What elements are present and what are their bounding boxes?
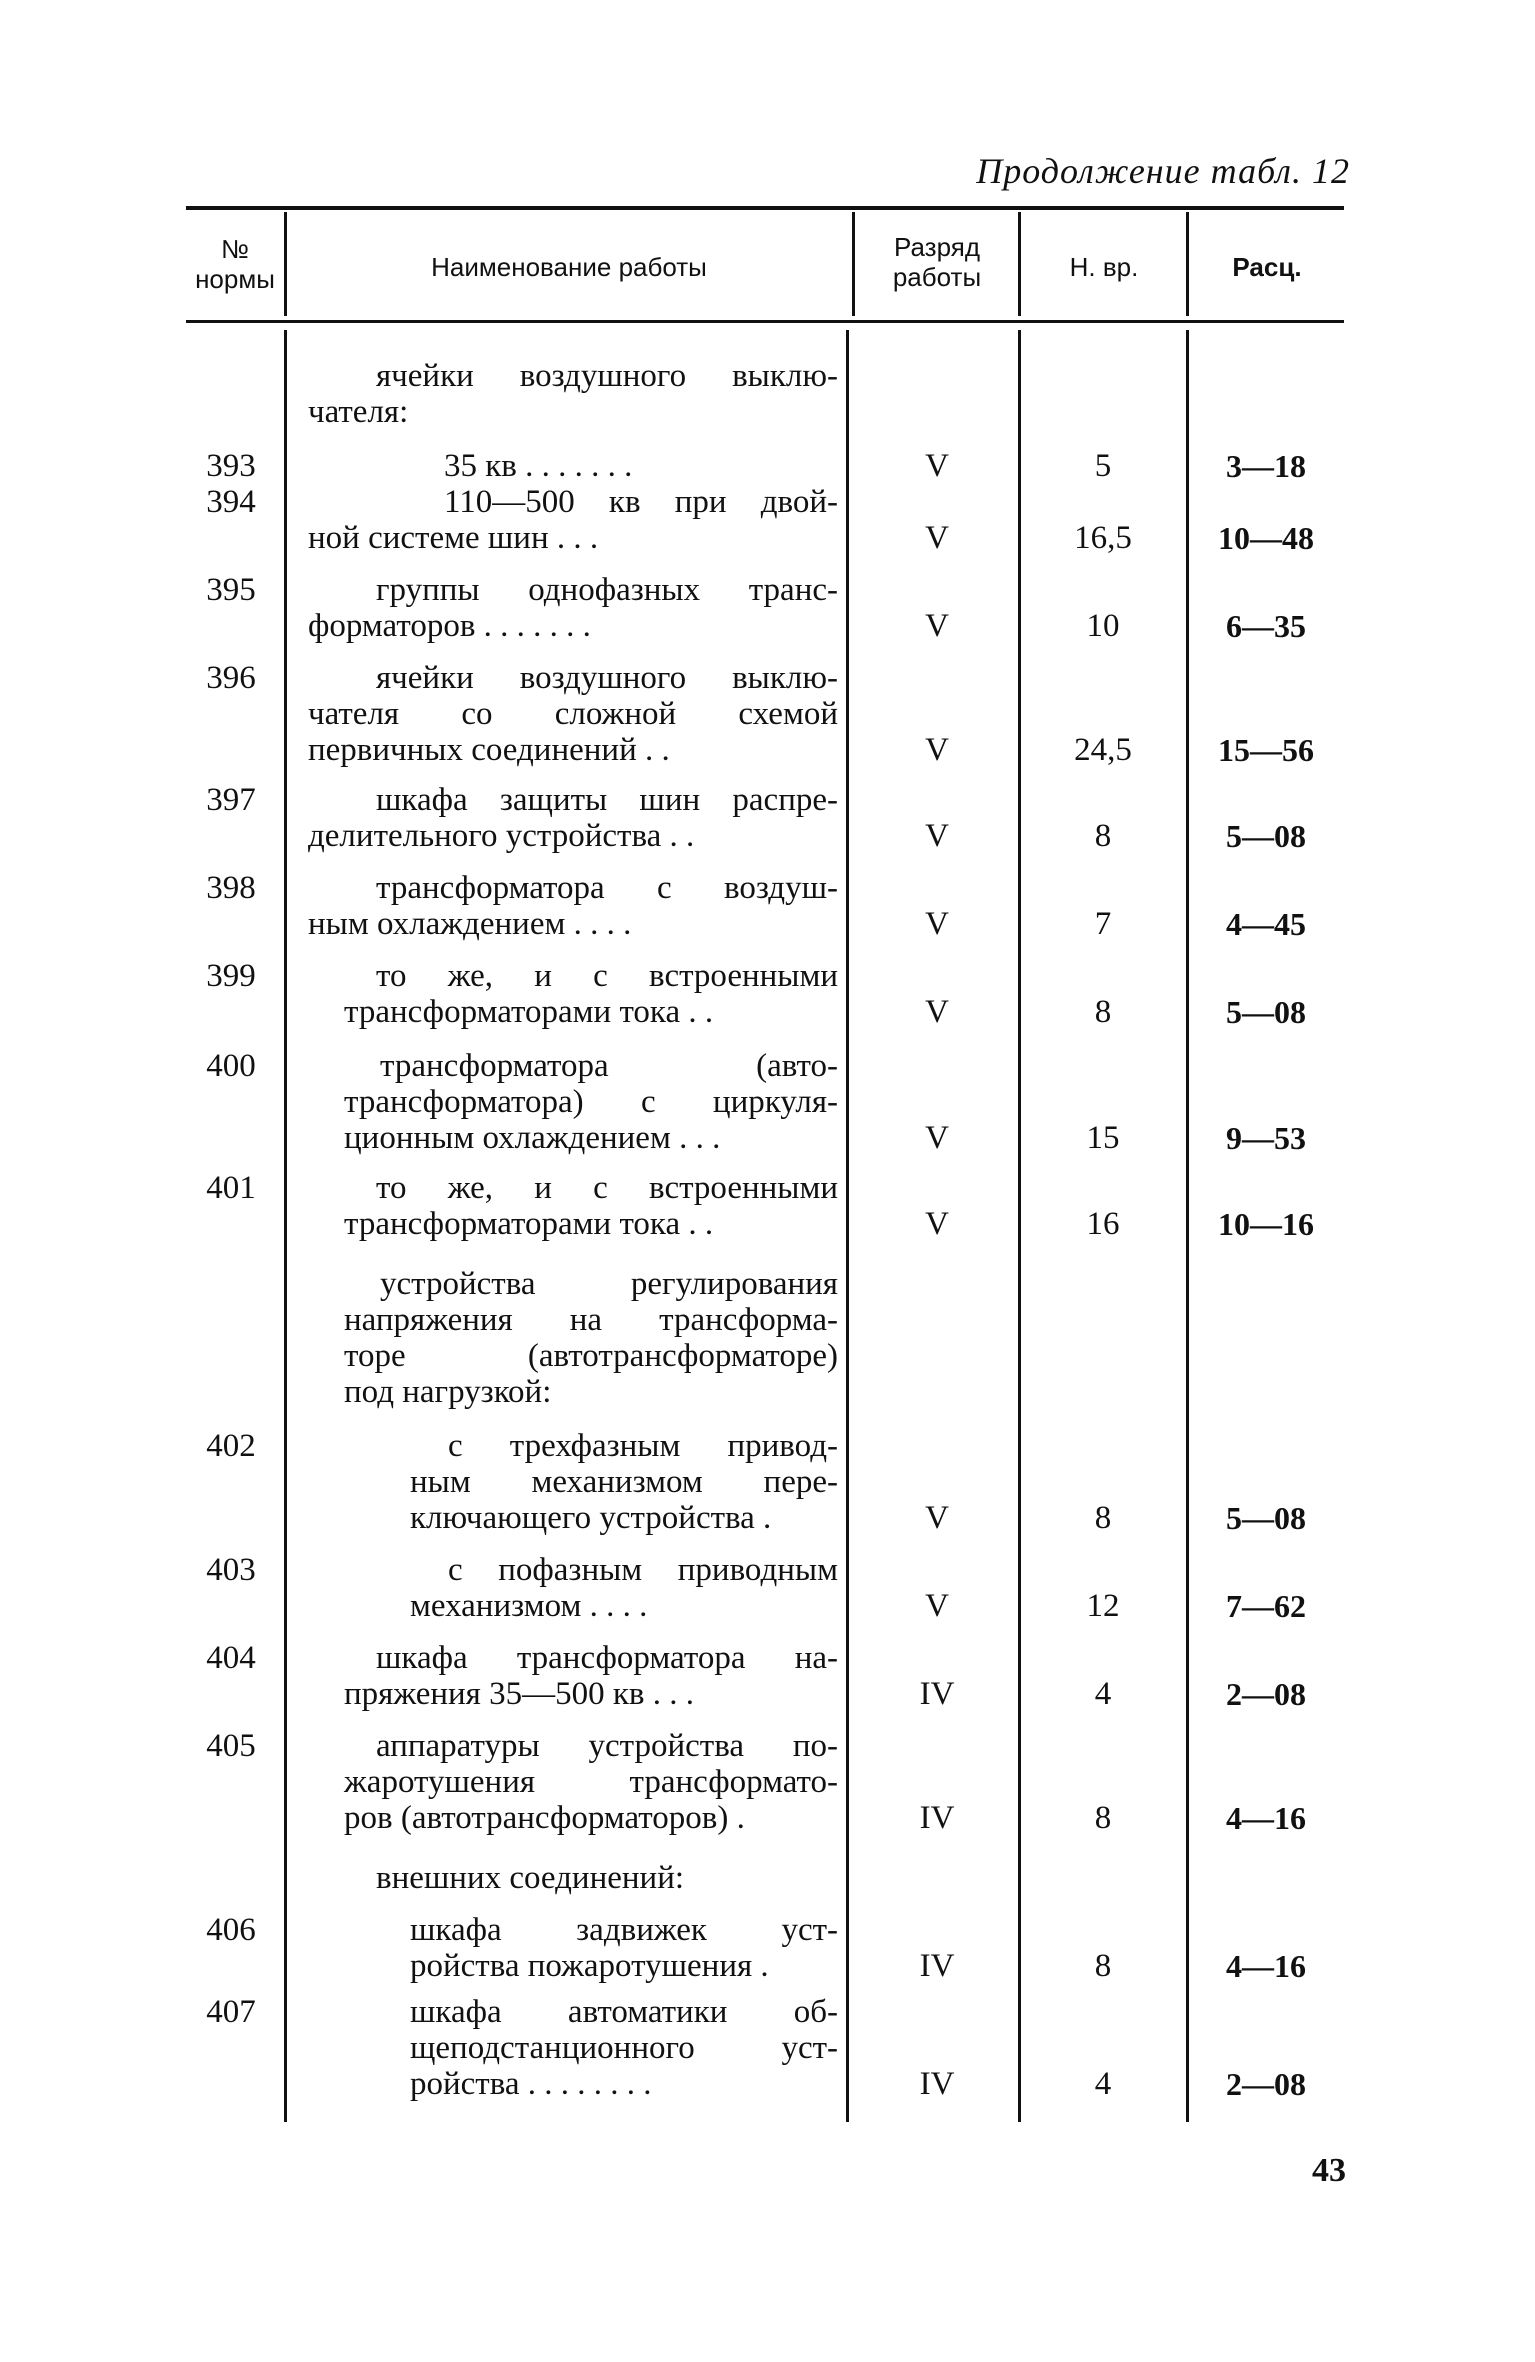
row-category: V <box>925 520 949 556</box>
row-rate: 2—08 <box>1226 1676 1306 1712</box>
row-time-norm: 8 <box>1094 1948 1112 1984</box>
row-rate: 9—53 <box>1226 1120 1306 1156</box>
row-description-line: напряжения на трансформа- <box>344 1302 838 1338</box>
table-caption: Продолжение табл. 12 <box>976 151 1350 191</box>
row-description-line: ройства . . . . . . . . <box>410 2066 652 2102</box>
row-category: V <box>925 448 949 484</box>
row-description-line: форматоров . . . . . . . <box>308 608 591 644</box>
row-description-line: ным механизмом пере- <box>410 1464 838 1500</box>
row-description-line: ячейки воздушного выклю- <box>376 358 838 394</box>
row-rate: 4—16 <box>1226 1800 1306 1836</box>
row-time-norm: 15 <box>1086 1120 1120 1156</box>
row-description-line: ячейки воздушного выклю- <box>376 660 838 696</box>
row-number: 401 <box>206 1170 256 1206</box>
row-time-norm: 8 <box>1094 818 1112 854</box>
row-number: 404 <box>206 1640 256 1676</box>
row-time-norm: 4 <box>1094 1676 1112 1712</box>
row-rate: 15—56 <box>1218 732 1314 768</box>
row-description-line: шкафа задвижек уст- <box>410 1912 838 1948</box>
row-number: 407 <box>206 1994 256 2030</box>
row-description-line: ционным охлаждением . . . <box>344 1120 721 1156</box>
row-category: V <box>925 818 949 854</box>
row-time-norm: 5 <box>1094 448 1112 484</box>
row-time-norm: 7 <box>1094 906 1112 942</box>
row-description-line: торе (автотрансформаторе) <box>344 1338 838 1374</box>
row-description-line: чателя со сложной схемой <box>308 696 838 732</box>
row-description-line: внешних соединений: <box>376 1860 685 1896</box>
row-number: 396 <box>206 660 256 696</box>
header-rate-label: Расц. <box>1232 252 1302 282</box>
row-category: IV <box>919 1676 955 1712</box>
row-rate: 6—35 <box>1226 608 1306 644</box>
row-description-line: механизмом . . . . <box>410 1588 648 1624</box>
row-description-line: ройства пожаротушения . <box>410 1948 769 1984</box>
row-number: 405 <box>206 1728 256 1764</box>
row-category: V <box>925 608 949 644</box>
row-description-line: трансформаторами тока . . <box>344 1206 714 1242</box>
row-description-line: первичных соединений . . <box>308 732 670 768</box>
row-time-norm: 10 <box>1086 608 1120 644</box>
row-number: 397 <box>206 782 256 818</box>
row-rate: 2—08 <box>1226 2066 1306 2102</box>
row-description-line: 110—500 кв при двой- <box>444 484 838 520</box>
row-description-line: трансформатора с воздуш- <box>376 870 838 906</box>
row-category: V <box>925 1206 949 1242</box>
row-description-line: ным охлаждением . . . . <box>308 906 632 942</box>
row-description-line: трансформаторами тока . . <box>344 994 714 1030</box>
row-category: V <box>925 1120 949 1156</box>
row-description-line: пряжения 35—500 кв . . . <box>344 1676 694 1712</box>
row-rate: 7—62 <box>1226 1588 1306 1624</box>
row-description-line: шкафа автоматики об- <box>410 1994 838 2030</box>
header-time-label: Н. вр. <box>1069 252 1139 282</box>
row-number: 399 <box>206 958 256 994</box>
header-num-line2: нормы <box>195 264 275 294</box>
row-category: V <box>925 906 949 942</box>
row-description-line: то же, и с встроенными <box>376 1170 838 1206</box>
row-description-line: с пофазным приводным <box>448 1552 838 1588</box>
header-category-line1: Разряд <box>894 232 980 262</box>
row-time-norm: 8 <box>1094 1500 1112 1536</box>
row-description-line: ключающего устройства . <box>410 1500 772 1536</box>
row-rate: 5—08 <box>1226 1500 1306 1536</box>
row-description-line: шкафа трансформатора на- <box>376 1640 838 1676</box>
row-description-line: ной системе шин . . . <box>308 520 599 556</box>
row-time-norm: 16,5 <box>1074 520 1132 556</box>
row-rate: 3—18 <box>1226 448 1306 484</box>
row-rate: 4—45 <box>1226 906 1306 942</box>
row-rate: 5—08 <box>1226 818 1306 854</box>
row-time-norm: 4 <box>1094 2066 1112 2102</box>
row-category: V <box>925 1500 949 1536</box>
row-description-line: трансформатора) с циркуля- <box>344 1084 838 1120</box>
row-description-line: группы однофазных транс- <box>376 572 838 608</box>
row-rate: 10—48 <box>1218 520 1314 556</box>
row-description-line: шкафа защиты шин распре- <box>376 782 838 818</box>
row-time-norm: 16 <box>1086 1206 1120 1242</box>
header-num-line1: № <box>221 234 249 264</box>
row-rate: 10—16 <box>1218 1206 1314 1242</box>
row-category: IV <box>919 1948 955 1984</box>
row-description-line: то же, и с встроенными <box>376 958 838 994</box>
row-number: 406 <box>206 1912 256 1948</box>
row-description-line: трансформатора (авто- <box>380 1048 838 1084</box>
row-number: 394 <box>206 484 256 520</box>
row-description-line: чателя: <box>308 394 409 430</box>
row-category: IV <box>919 1800 955 1836</box>
row-number: 400 <box>206 1048 256 1084</box>
row-description-line: ров (автотрансформаторов) . <box>344 1800 745 1836</box>
row-description-line: аппаратуры устройства по- <box>376 1728 838 1764</box>
row-description-line: щеподстанционного уст- <box>410 2030 838 2066</box>
row-time-norm: 8 <box>1094 1800 1112 1836</box>
row-time-norm: 24,5 <box>1074 732 1132 768</box>
row-number: 395 <box>206 572 256 608</box>
row-description-line: делительного устройства . . <box>308 818 695 854</box>
row-number: 398 <box>206 870 256 906</box>
row-rate: 4—16 <box>1226 1948 1306 1984</box>
row-description-line: с трехфазным привод- <box>448 1428 838 1464</box>
row-description-line: жаротушения трансформато- <box>344 1764 838 1800</box>
row-number: 393 <box>206 448 256 484</box>
row-number: 402 <box>206 1428 256 1464</box>
row-number: 403 <box>206 1552 256 1588</box>
row-category: V <box>925 1588 949 1624</box>
row-category: IV <box>919 2066 955 2102</box>
row-category: V <box>925 732 949 768</box>
row-description-line: под нагрузкой: <box>344 1374 552 1410</box>
row-category: V <box>925 994 949 1030</box>
row-time-norm: 12 <box>1086 1588 1120 1624</box>
page-number: 43 <box>1312 2152 1346 2189</box>
row-time-norm: 8 <box>1094 994 1112 1030</box>
header-name-label: Наименование работы <box>431 252 707 282</box>
row-description-line: устройства регулирования <box>380 1266 838 1302</box>
row-rate: 5—08 <box>1226 994 1306 1030</box>
header-category-line2: работы <box>892 262 982 292</box>
row-description-line: 35 кв . . . . . . . <box>444 448 633 484</box>
